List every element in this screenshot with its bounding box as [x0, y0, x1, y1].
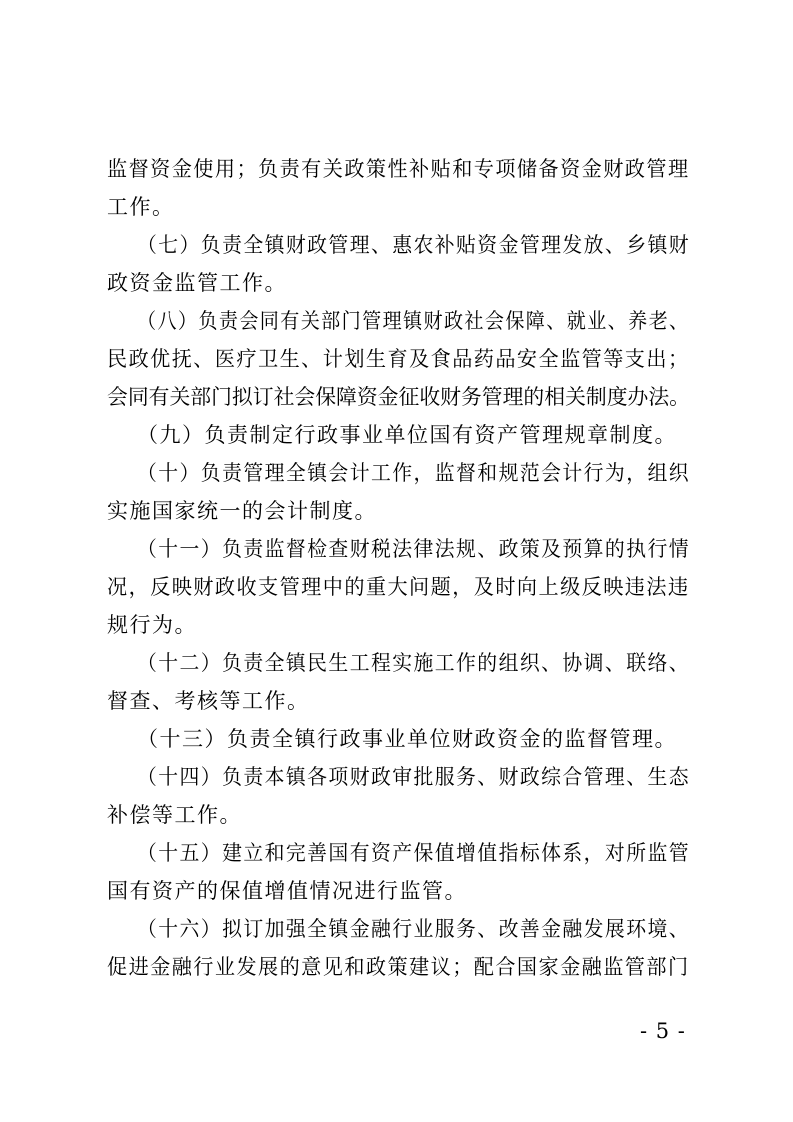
page-number: - 5 -: [640, 1019, 686, 1043]
paragraph-line: 会同有关部门拟订社会保障资金征收财务管理的相关制度办法。: [107, 385, 691, 409]
paragraph-line: 监督资金使用；负责有关政策性补贴和专项储备资金财政管理: [107, 157, 690, 181]
paragraph-line: （八）负责会同有关部门管理镇财政社会保障、就业、养老、: [137, 309, 690, 333]
paragraph-line: （十）负责管理全镇会计工作，监督和规范会计行为，组织: [137, 461, 691, 485]
paragraph-line: （十五）建立和完善国有资产保值增值指标体系，对所监管: [137, 841, 691, 865]
paragraph-line: （十二）负责全镇民生工程实施工作的组织、协调、联络、: [137, 651, 691, 675]
paragraph-line: （十六）拟订加强全镇金融行业服务、改善金融发展环境、: [137, 917, 691, 941]
paragraph-line: 规行为。: [107, 613, 197, 637]
paragraph-line: 国有资产的保值增值情况进行监管。: [107, 879, 467, 903]
paragraph-line: （十三）负责全镇行政事业单位财政资金的监督管理。: [137, 727, 677, 751]
paragraph-line: 况，反映财政收支管理中的重大问题，及时向上级反映违法违: [107, 575, 690, 599]
paragraph-line: 督查、考核等工作。: [107, 689, 310, 713]
paragraph-line: （十一）负责监督检查财税法律法规、政策及预算的执行情: [137, 537, 691, 561]
paragraph-line: （九）负责制定行政事业单位国有资产管理规章制度。: [137, 423, 677, 447]
paragraph-line: 工作。: [107, 195, 175, 219]
paragraph-line: 促进金融行业发展的意见和政策建议；配合国家金融监管部门: [107, 955, 690, 979]
paragraph-line: （十四）负责本镇各项财政审批服务、财政综合管理、生态: [137, 765, 691, 789]
paragraph-line: 实施国家统一的会计制度。: [107, 499, 377, 523]
paragraph-line: 政资金监管工作。: [107, 271, 287, 295]
paragraph-line: （七）负责全镇财政管理、惠农补贴资金管理发放、乡镇财: [137, 233, 691, 257]
paragraph-line: 民政优抚、医疗卫生、计划生育及食品药品安全监管等支出；: [107, 347, 690, 371]
paragraph-line: 补偿等工作。: [107, 803, 242, 827]
